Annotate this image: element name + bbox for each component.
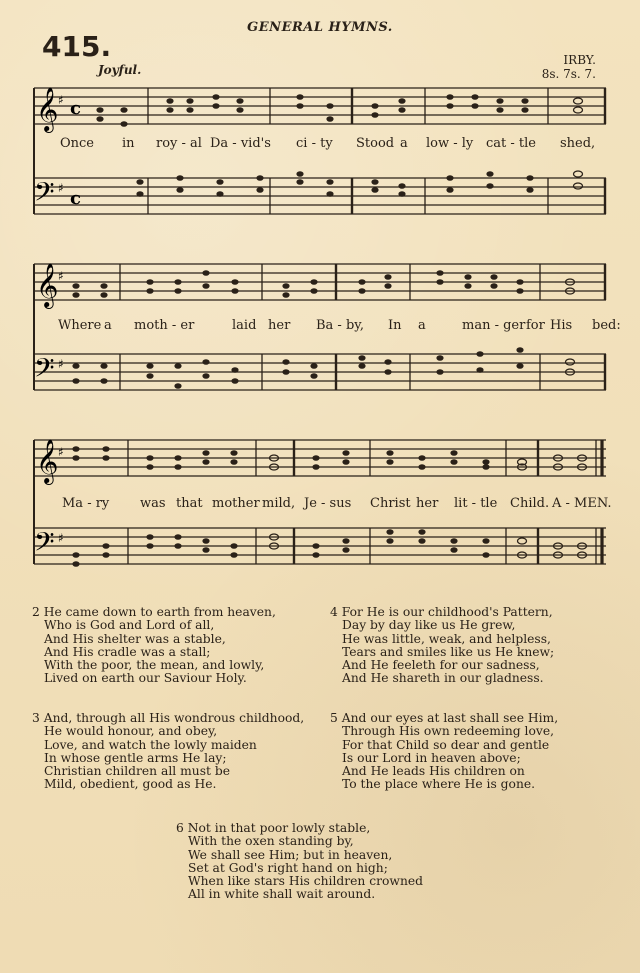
verse-number: 4 — [330, 605, 338, 619]
lyric-syllable: Ba - by, — [316, 318, 365, 333]
verse-line: Through His own redeeming love, — [342, 724, 555, 739]
bass-clef-icon: 𝄢 — [34, 526, 55, 564]
svg-text:♯: ♯ — [58, 181, 64, 195]
verse-line: With the oxen standing by, — [188, 834, 354, 849]
lyric-syllable: Je - sus — [304, 496, 352, 511]
verse-text: And our eyes at last shall see Him, — [341, 711, 559, 725]
lyric-syllable: a — [400, 136, 408, 151]
lyric-syllable: laid — [232, 318, 257, 333]
verse-text: He came down to earth from heaven, — [43, 605, 276, 619]
verse-3 — [32, 712, 304, 792]
lyric-line-2 — [58, 318, 638, 334]
tune-info — [542, 53, 596, 81]
treble-clef-icon: 𝄞 — [36, 263, 59, 307]
verse-line — [330, 712, 558, 725]
verse-line: Lived on earth our Saviour Holy. — [44, 671, 247, 686]
lyric-syllable: moth - er — [134, 318, 195, 333]
lyric-syllable: for — [526, 318, 545, 333]
bass-clef-icon: 𝄢 — [34, 352, 55, 390]
verse-5 — [330, 712, 558, 792]
svg-text:♯: ♯ — [58, 357, 64, 371]
verse-line: Day by day like us He grew, — [342, 618, 516, 633]
bass-clef-icon: 𝄢 — [34, 176, 55, 214]
lyric-syllable: His — [550, 318, 573, 333]
verse-line — [330, 606, 554, 619]
verse-line: Mild, obedient, good as He. — [44, 777, 217, 792]
verse-line: Is our Lord in heaven above; — [342, 750, 521, 765]
verse-number: 6 — [176, 821, 184, 835]
verse-text: And, through all His wondrous childhood, — [43, 711, 305, 725]
lyric-syllable: Stood — [356, 136, 395, 151]
verse-line: And His cradle was a stall; — [44, 644, 211, 659]
treble-clef-icon: 𝄞 — [36, 439, 59, 483]
verse-line: Set at God's right hand on high; — [188, 860, 388, 875]
lyric-syllable: Christ — [370, 496, 411, 511]
staff-svg-1 — [30, 80, 610, 230]
lyric-syllable: a — [104, 318, 112, 333]
lyric-syllable: that — [176, 496, 203, 511]
lyric-syllable: roy - al — [156, 136, 202, 151]
sharp-icon: ♯ — [58, 269, 64, 283]
lyric-syllable: was — [140, 496, 166, 511]
lyric-syllable: her — [268, 318, 291, 333]
verse-line: With the poor, the mean, and lowly, — [44, 658, 265, 673]
verse-line: And He leads His children on — [342, 764, 525, 779]
verse-line: We shall see Him; but in heaven, — [188, 847, 393, 862]
svg-text:c: c — [70, 188, 81, 209]
verse-4 — [330, 606, 554, 686]
lyric-syllable: lit - tle — [454, 496, 498, 511]
lyric-syllable: Da - vid's — [210, 136, 271, 151]
verse-line — [32, 606, 276, 619]
lyric-syllable: ci - ty — [296, 136, 333, 151]
lyric-line-1 — [60, 136, 640, 152]
tune-name: IRBY. — [563, 53, 596, 67]
verse-text: Not in that poor lowly stable, — [187, 821, 371, 835]
lyric-syllable: man - ger — [462, 318, 526, 333]
verse-2 — [32, 606, 276, 686]
music-system-1 — [30, 80, 610, 230]
svg-text:♯: ♯ — [58, 531, 64, 545]
verse-line: In whose gentle arms He lay; — [44, 750, 227, 765]
verse-6 — [176, 822, 423, 902]
tempo-marking: Joyful. — [98, 63, 142, 77]
lyric-syllable: mother — [212, 496, 260, 511]
verse-line: And He feeleth for our sadness, — [342, 658, 540, 673]
lyric-syllable: bed: — [592, 318, 621, 333]
treble-clef-icon: 𝄞 — [36, 87, 59, 131]
verse-line: He would honour, and obey, — [44, 724, 218, 739]
hymn-number: 415. — [42, 30, 112, 63]
running-header: GENERAL HYMNS. — [247, 20, 393, 35]
lyric-syllable: low - ly — [426, 136, 474, 151]
lyric-syllable: cat - tle — [486, 136, 536, 151]
tune-meter: 8s. 7s. 7. — [541, 67, 596, 81]
lyric-syllable: Child. — [510, 496, 550, 511]
verse-line: Love, and watch the lowly maiden — [44, 737, 257, 752]
verse-number: 5 — [330, 711, 338, 725]
sharp-icon: ♯ — [58, 93, 64, 107]
lyric-syllable: A - MEN. — [552, 496, 612, 511]
lyric-line-3 — [62, 496, 640, 512]
common-time-icon: c — [70, 98, 81, 119]
verse-line: He was little, weak, and helpless, — [342, 631, 551, 646]
lyric-syllable: mild, — [262, 496, 296, 511]
lyric-syllable: Where — [58, 318, 102, 333]
verse-line — [176, 822, 423, 835]
verse-line: For that Child so dear and gentle — [342, 737, 550, 752]
verse-line: Christian children all must be — [44, 764, 231, 779]
lyric-syllable: in — [122, 136, 135, 151]
lyric-syllable: In — [388, 318, 402, 333]
verse-line: And He shareth in our gladness. — [342, 671, 544, 686]
lyric-syllable: Ma - ry — [62, 496, 110, 511]
verse-line — [32, 712, 304, 725]
verse-number: 2 — [32, 605, 40, 619]
lyric-syllable: Once — [60, 136, 95, 151]
sharp-icon: ♯ — [58, 445, 64, 459]
verse-text: For He is our childhood's Pattern, — [341, 605, 553, 619]
verse-line: Who is God and Lord of all, — [44, 618, 215, 633]
verse-line: To the place where He is gone. — [342, 777, 536, 792]
lyric-syllable: shed, — [560, 136, 596, 151]
verse-line: All in white shall wait around. — [188, 887, 376, 902]
verse-line: When like stars His children crowned — [188, 874, 424, 889]
verse-line: And His shelter was a stable, — [44, 631, 226, 646]
lyric-syllable: her — [416, 496, 439, 511]
verse-number: 3 — [32, 711, 40, 725]
verse-line: Tears and smiles like us He knew; — [342, 644, 555, 659]
lyric-syllable: a — [418, 318, 426, 333]
